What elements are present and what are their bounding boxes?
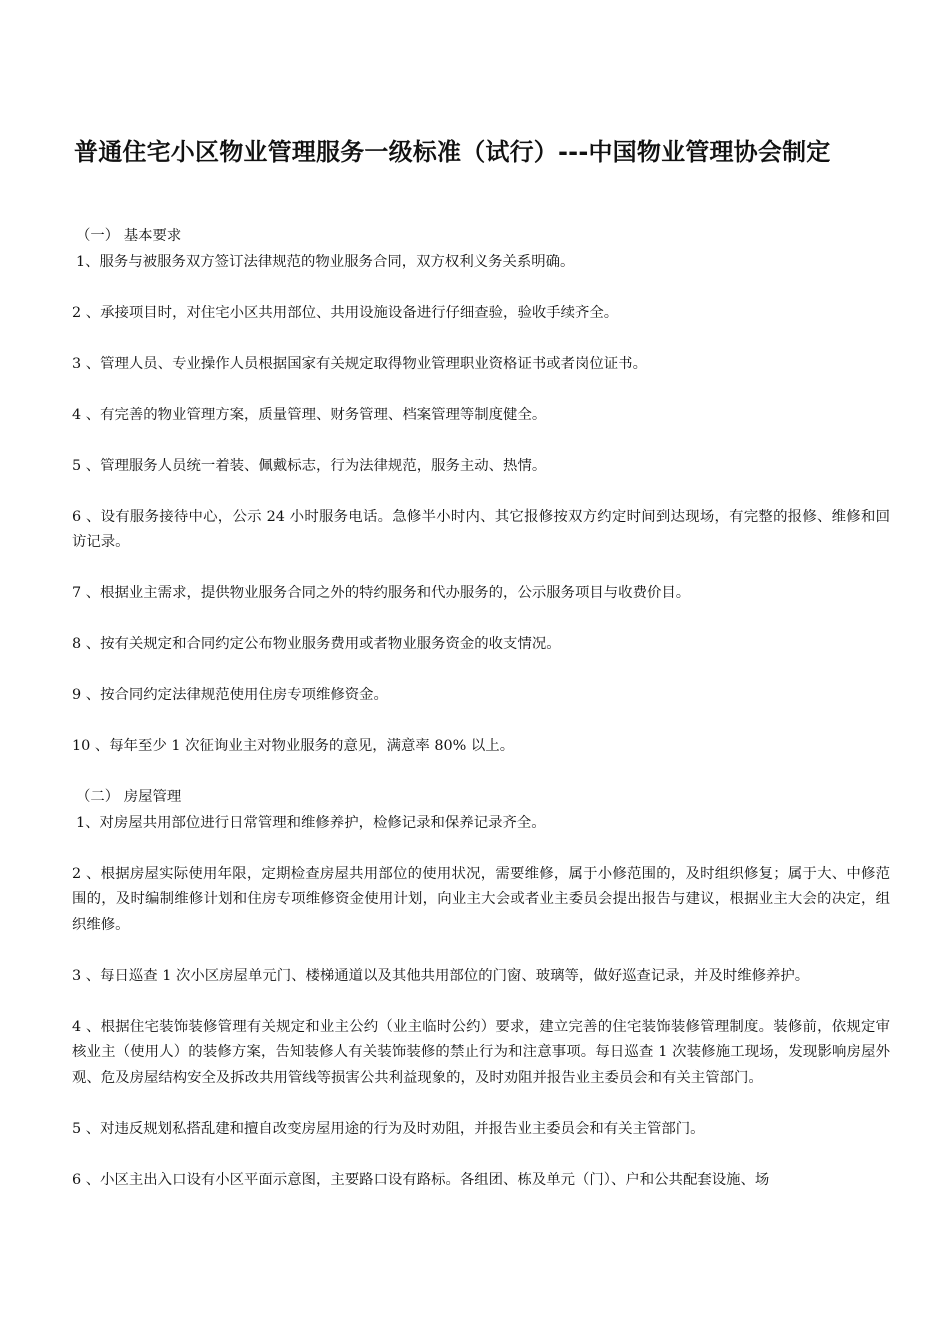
document-title: 普通住宅小区物业管理服务一级标准（试行）---中国物业管理协会制定 bbox=[74, 138, 831, 166]
list-item: 7 、根据业主需求，提供物业服务合同之外的特约服务和代办服务的，公示服务项目与收费价目。 bbox=[72, 585, 691, 601]
list-item: 8 、按有关规定和合同约定公布物业服务费用或者物业服务资金的收支情况。 bbox=[72, 636, 561, 652]
document-body bbox=[72, 224, 890, 1219]
section-heading-housing-management: （二） 房屋管理 bbox=[76, 789, 182, 805]
list-item: 4 、有完善的物业管理方案，质量管理、财务管理、档案管理等制度健全。 bbox=[72, 406, 547, 423]
list-item: 10 、每年至少 1 次征询业主对物业服务的意见，满意率 80% 以上。 bbox=[72, 738, 515, 754]
list-item: 5 、管理服务人员统一着装、佩戴标志，行为法律规范，服务主动、热情。 bbox=[72, 457, 547, 474]
section-heading-basic-requirements: （一） 基本要求 bbox=[76, 228, 182, 244]
list-item: 4 、根据住宅装饰装修管理有关规定和业主公约（业主临时公约）要求，建立完善的住宅装饰装修管理制度。装修前，依规定审核业主（使用人）的装修方案，告知装修人有关装饰装修的禁止行为和注意事项。每日巡查 1 次装修施工现场，发现影响房屋外观、危及房屋结构安全及拆改共用管线等损害公共利益现象的，及时劝阻并报告业主委员会和有关主管部门。 bbox=[72, 1018, 890, 1086]
list-item: 3 、每日巡查 1 次小区房屋单元门、楼梯通道以及其他共用部位的门窗、玻璃等，做好巡查记录，并及时维修养护。 bbox=[72, 967, 810, 984]
list-item: 2 、承接项目时，对住宅小区共用部位、共用设施设备进行仔细查验，验收手续齐全。 bbox=[72, 304, 619, 321]
list-item: 1、服务与被服务双方签订法律规范的物业服务合同，双方权利义务关系明确。 bbox=[76, 253, 575, 270]
list-item: 6 、设有服务接待中心，公示 24 小时服务电话。急修半小时内、其它报修按双方约定时间到达现场，有完整的报修、维修和回访记录。 bbox=[72, 508, 890, 550]
list-item: 5 、对违反规划私搭乱建和擅自改变房屋用途的行为及时劝阻，并报告业主委员会和有关主管部门。 bbox=[72, 1120, 705, 1137]
list-item: 1、对房屋共用部位进行日常管理和维修养护，检修记录和保养记录齐全。 bbox=[76, 814, 546, 831]
list-item: 6 、小区主出入口设有小区平面示意图，主要路口设有路标。各组团、栋及单元（门）、户和公共配套设施、场 bbox=[72, 1171, 770, 1188]
list-item: 3 、管理人员、专业操作人员根据国家有关规定取得物业管理职业资格证书或者岗位证书。 bbox=[72, 355, 647, 372]
list-item: 9 、按合同约定法律规范使用住房专项维修资金。 bbox=[72, 687, 388, 703]
list-item: 2 、根据房屋实际使用年限，定期检查房屋共用部位的使用状况，需要维修，属于小修范围的，及时组织修复；属于大、中修范围的，及时编制维修计划和住房专项维修资金使用计划，向业主大会或者业主委员会提出报告与建议，根据业主大会的决定，组织维修。 bbox=[72, 865, 890, 933]
